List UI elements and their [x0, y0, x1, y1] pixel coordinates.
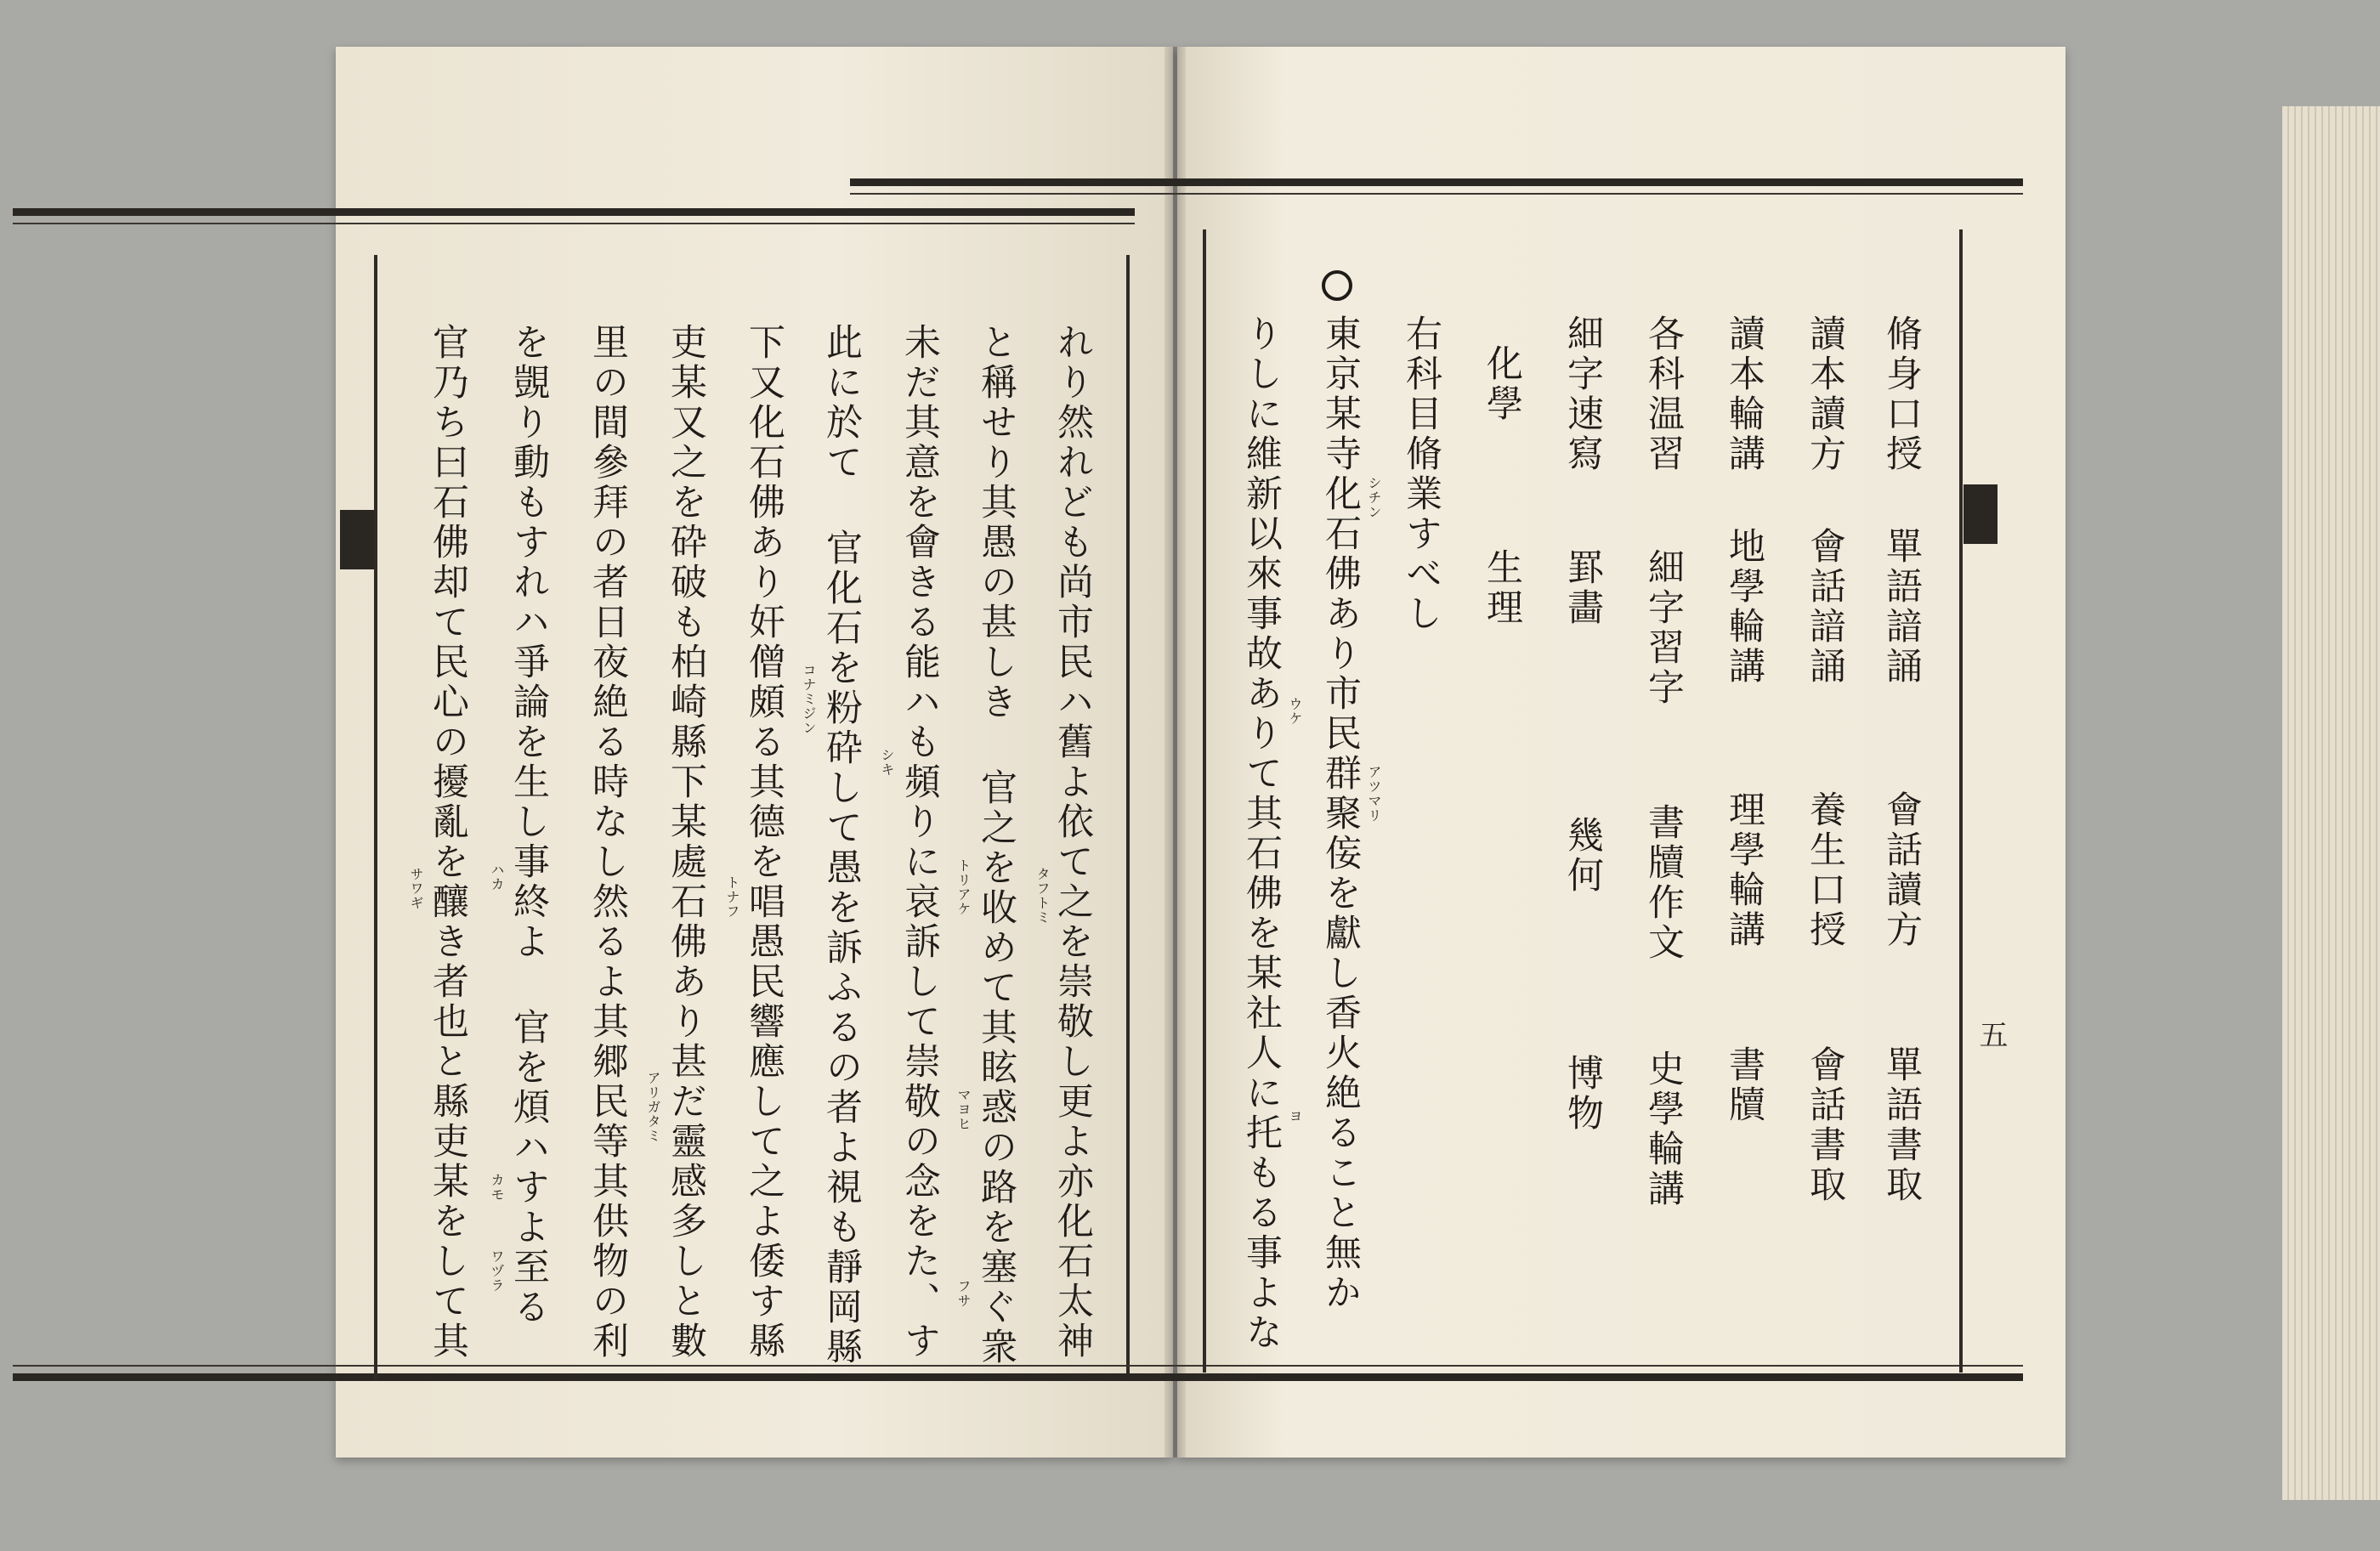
- text-column: れり然れども尚市民ハ舊よ依て之を崇敬し更よ亦化石太神: [1051, 323, 1094, 1361]
- subject-cell: 讀本讀方: [1804, 314, 1846, 474]
- subject-cell: 地學輪講: [1723, 527, 1765, 687]
- ruby-gloss: トナフ: [724, 875, 740, 919]
- subject-cell: 理學輪講: [1723, 790, 1765, 950]
- text-column: 此に於て 官化石を粉砕して愚を訴ふるの者よ視も靜岡縣: [820, 323, 863, 1367]
- subject-cell: 細字速寫: [1561, 314, 1604, 474]
- subject-cell: 單語諳誦: [1880, 527, 1923, 687]
- subject-cell: 養生口授: [1804, 790, 1846, 950]
- subject-cell: 會話讀方: [1880, 790, 1923, 950]
- subject-cell: 書牘作文: [1642, 803, 1685, 963]
- ruby-gloss: シキ: [879, 748, 895, 777]
- right-frame-inner-rule: [1203, 229, 1206, 1373]
- subject-cell: 各科温習: [1642, 314, 1685, 474]
- ruby-gloss: ハカ: [489, 863, 505, 892]
- subject-cell: 幾何: [1561, 816, 1604, 896]
- text-column: 里の間參拜の者日夜絶る時なし然るよ其郷民等其供物の利: [586, 323, 629, 1361]
- ruby-gloss: マヨヒ: [955, 1088, 972, 1131]
- text-column: を覬り動もすれハ爭論を生し事終よ 官を煩ハすよ至る: [507, 323, 550, 1327]
- left-frame-outer-rule: [374, 255, 377, 1381]
- ruby-gloss: コナミジン: [801, 663, 817, 735]
- subject-cell: 讀本輪講: [1723, 314, 1765, 474]
- subject-cell: 會話書取: [1804, 1045, 1846, 1205]
- text-column: 官乃ち曰石佛却て民心の擾亂を釀き者也と縣吏某をして其: [427, 323, 469, 1361]
- subject-cell: 書牘: [1723, 1045, 1765, 1125]
- ruby-gloss: ウケ: [1287, 697, 1303, 726]
- subject-cell: 史學輪講: [1642, 1050, 1685, 1209]
- ruby-gloss: タフトミ: [1034, 867, 1051, 925]
- page-edges: [2282, 106, 2380, 1500]
- text-column: 吏某又之を砕破も柏崎縣下某處石佛あり甚だ靈感多しと數: [665, 323, 707, 1361]
- subject-cell: 會話諳誦: [1804, 527, 1846, 687]
- subject-cell: 單語書取: [1880, 1045, 1923, 1205]
- ruby-gloss: アリガタミ: [645, 1071, 661, 1143]
- ruby-gloss: ワヅラ: [489, 1249, 505, 1293]
- subject-cell: 化學: [1481, 344, 1523, 424]
- ruby-gloss: シチン: [1366, 476, 1382, 519]
- text-column: と稱せり其愚の甚しき 官之を收めて其眩惑の路を塞ぐ衆: [975, 323, 1017, 1367]
- subject-cell: 罫畵: [1561, 548, 1604, 628]
- subject-cell: 生理: [1481, 548, 1523, 628]
- subject-cell: 細字習字: [1642, 548, 1685, 708]
- article-column: 東京某寺化石佛あり市民群聚侫を獻し香火絶ること無か: [1319, 314, 1362, 1313]
- ruby-gloss: フサ: [955, 1279, 972, 1308]
- subject-cell: 博物: [1561, 1054, 1604, 1134]
- ruby-gloss: アツマリ: [1366, 765, 1382, 823]
- ruby-gloss: トリアケ: [955, 858, 972, 916]
- text-column: 下又化石佛あり奸僧頗る其德を唱愚民響應して之よ倭す縣: [743, 323, 785, 1361]
- ruby-gloss: ヨ: [1287, 1109, 1303, 1124]
- page-number: 五: [1974, 1020, 2008, 1049]
- right-fold-mark: [1964, 484, 1998, 544]
- article-column: りしに維新以來事故ありて其石佛を某社人に托もる事よな: [1240, 314, 1283, 1353]
- text-column: 未だ其意を會きる能ハも頻りに哀訴して崇敬の念をた、す: [898, 323, 941, 1361]
- subject-cell: 脩身口授: [1880, 314, 1923, 474]
- right-frame-outer-rule: [1959, 229, 1963, 1373]
- left-fold-mark: [340, 510, 374, 569]
- article-circle-mark: [1322, 270, 1352, 301]
- closing-line: 右科目脩業すべし: [1400, 314, 1442, 634]
- ruby-gloss: カモ: [489, 1173, 505, 1202]
- ruby-gloss: サワギ: [408, 867, 424, 910]
